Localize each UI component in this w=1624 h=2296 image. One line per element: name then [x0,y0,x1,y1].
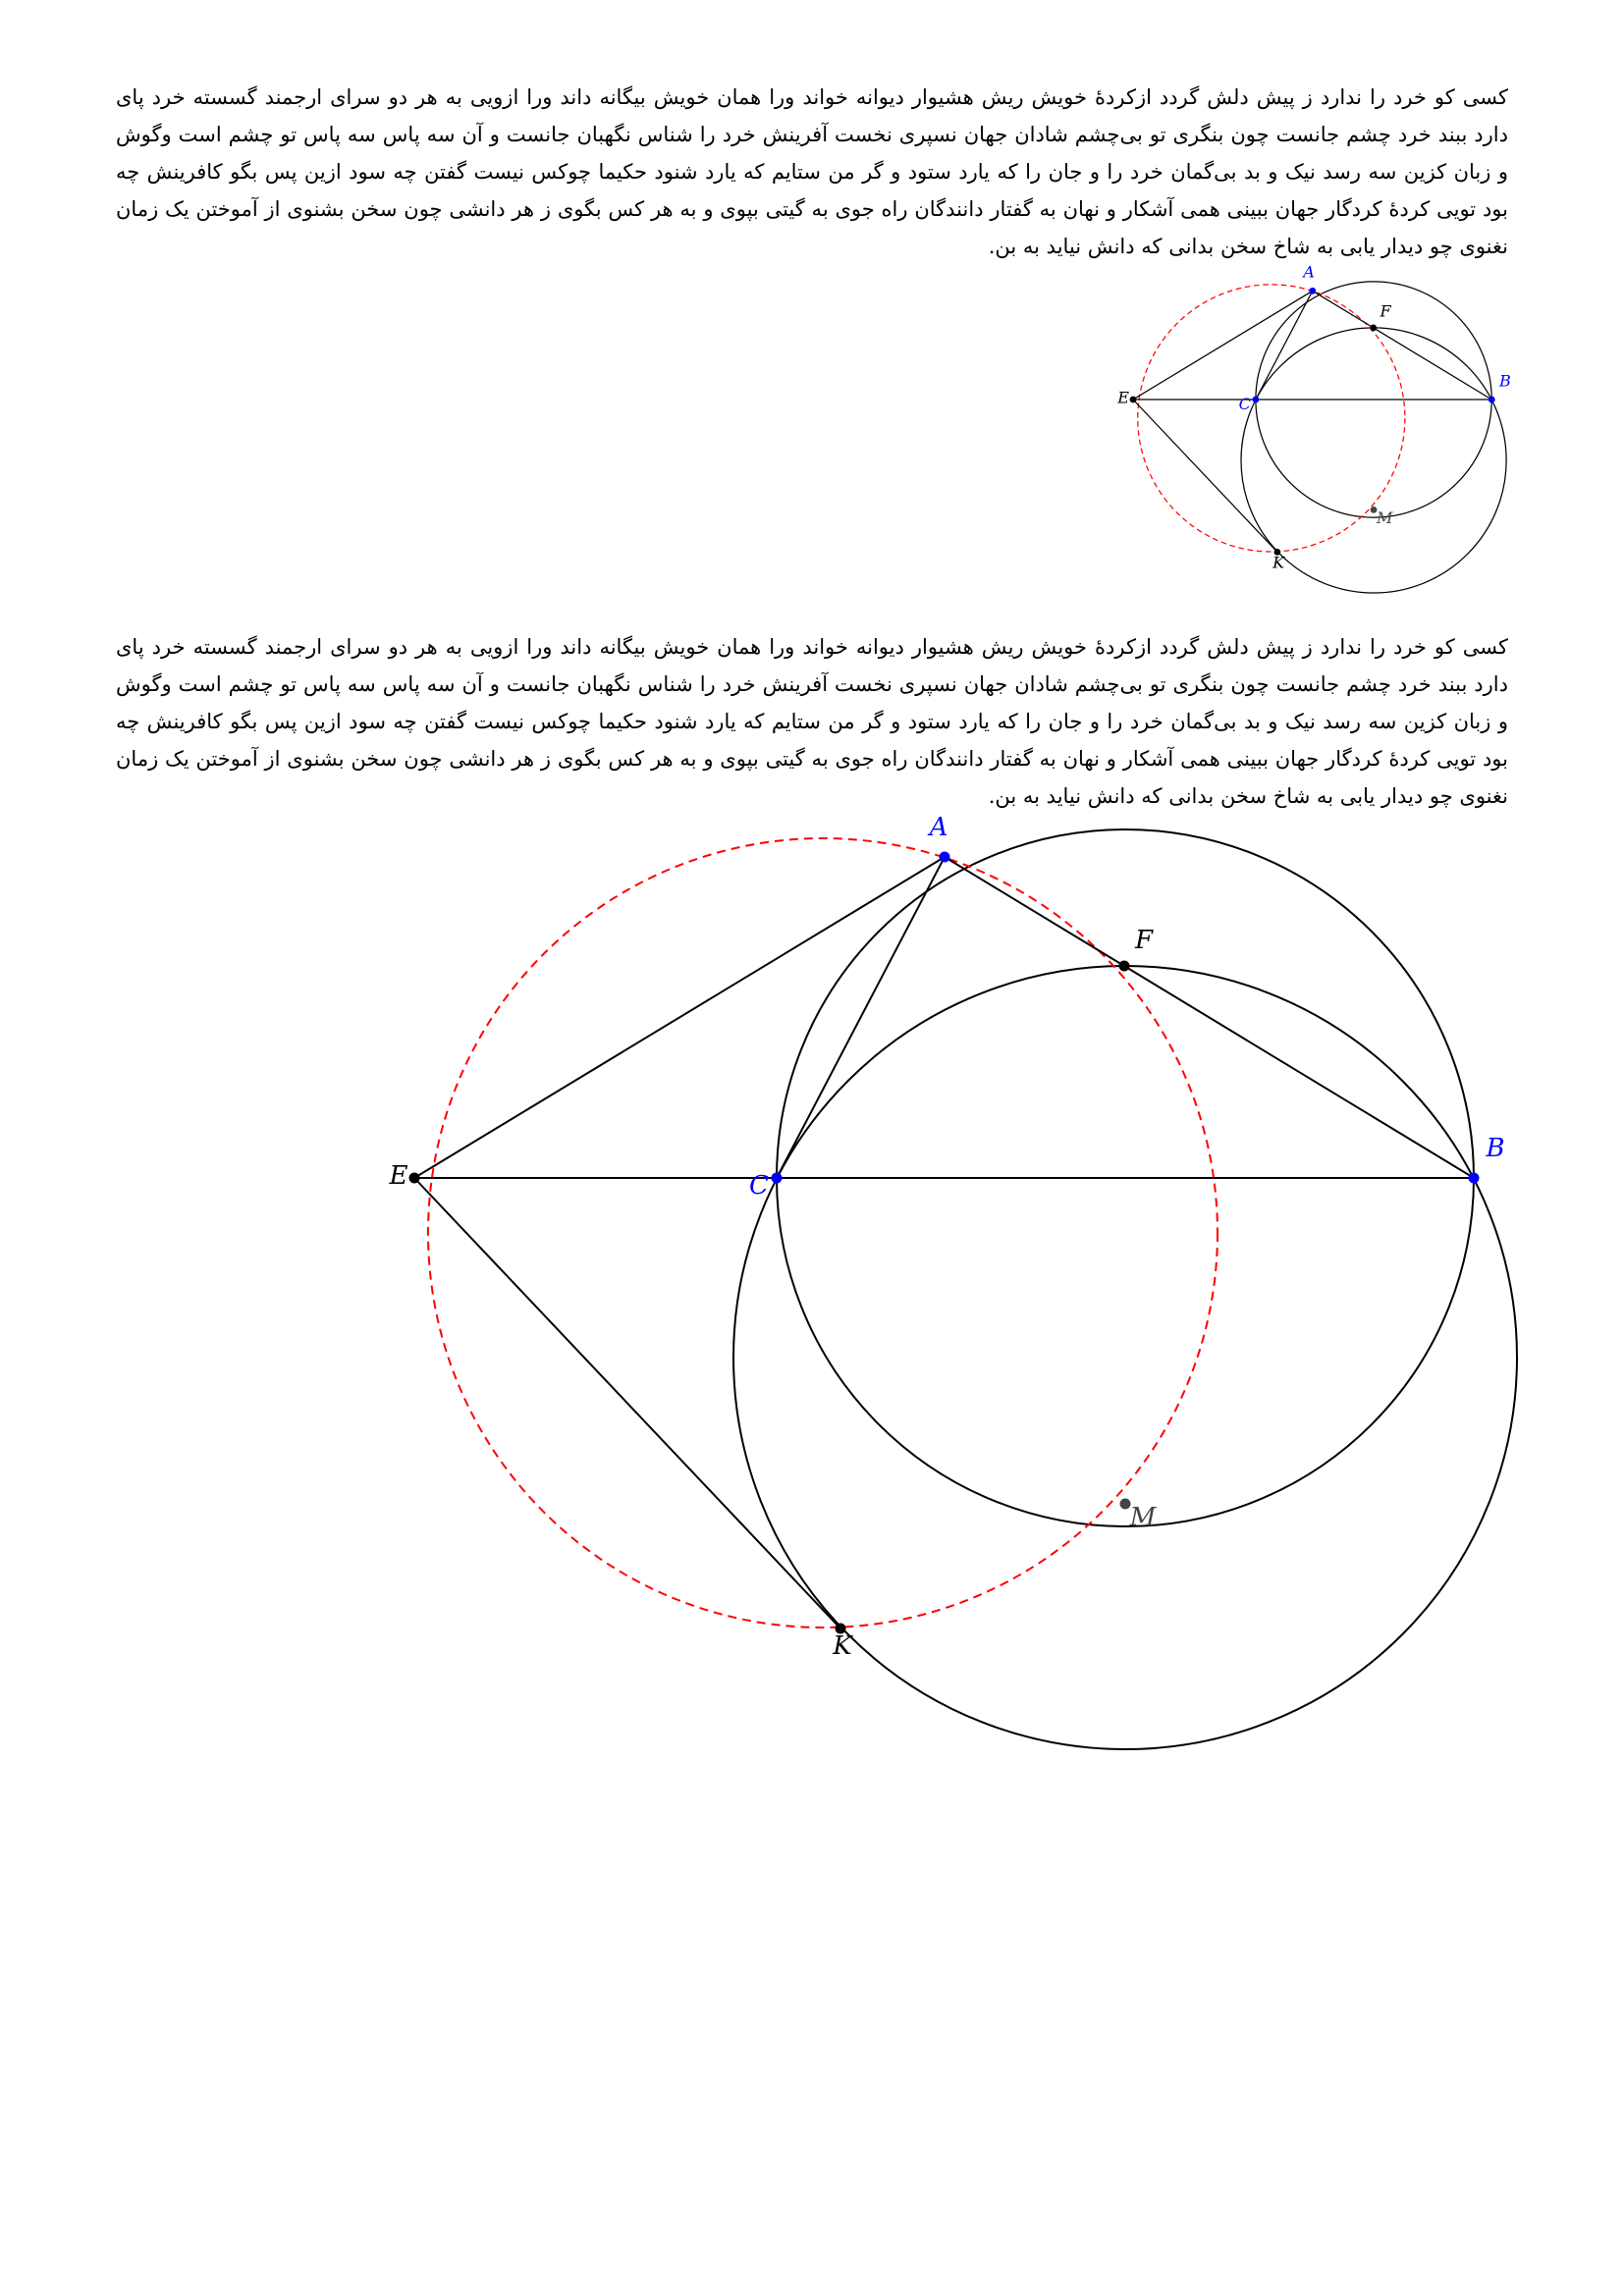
small-label-f: F [1380,301,1391,321]
large-point-f [1119,961,1130,972]
large-segment-ab [945,857,1474,1178]
large-point-a [940,852,950,863]
large-label-k: K [833,1631,852,1661]
large-label-b: B [1486,1134,1505,1163]
large-circle-dashed-red [428,838,1218,1628]
large-label-f: F [1134,926,1154,955]
small-label-b: B [1498,371,1511,391]
large-point-b [1469,1173,1480,1184]
large-segment-ek [414,1178,840,1629]
small-label-e: E [1117,388,1129,407]
large-point-c [772,1173,783,1184]
large-segment-ac [777,857,945,1178]
large-label-m: M [1129,1503,1157,1532]
large-point-e [409,1173,420,1184]
large-segment-ea [414,857,945,1178]
large-label-a: A [929,813,948,842]
small-label-k: K [1272,553,1285,572]
paragraph-2: کسی کو خرد را ندارد ز پیش دلش گردد ازکردهٔ خویش ریش هشیوار دیوانه خواند ورا همان خویش بیگانه داند ورا ازویی به هر دو سرای ارجمند گسسته خرد پای دارد ببند خرد چشم جانست چون بنگری تو بی‌چشم شادان جهان نسپری نخست آفرینش خرد را شناس نگهبان جانست و آن سه پاس سه پاس تو چشم است وگوش و زبان کزین سه رسد نیک و بد بی‌گمان خرد را و جان را که یارد ستود و گر من ستایم که یارد شنود حکیما چوکس نیست گفتن چه سود ازین پس بگو کافرینش چه بود تویی کردهٔ کردگار جهان ببینی همی آشکار و نهان به گفتار دانندگان راه جوی به گیتی بپوی و به هر کس بگوی ز هر دانشی چون سخن بشنوی از آموختن یک زمان نغنوی چو دیدار یابی به شاخ سخن بدانی که دانش نیاید به بن. [116,635,1508,808]
large-label-e: E [389,1161,408,1191]
paragraph-1: کسی کو خرد را ندارد ز پیش دلش گردد ازکردهٔ خویش ریش هشیوار دیوانه خواند ورا همان خویش بیگانه داند ورا ازویی به هر دو سرای ارجمند گسسته خرد پای دارد ببند خرد چشم جانست چون بنگری تو بی‌چشم شادان جهان نسپری نخست آفرینش خرد را شناس نگهبان جانست و آن سه پاس سه پاس تو چشم است وگوش و زبان کزین سه رسد نیک و بد بی‌گمان خرد را و جان را که یارد ستود و گر من ستایم که یارد شنود حکیما چوکس نیست گفتن چه سود ازین پس بگو کافرینش چه بود تویی کردهٔ کردگار جهان ببینی همی آشکار و نهان به گفتار دانندگان راه جوی به گیتی بپوی و به هر کس بگوی ز هر دانشی چون سخن بشنوی از آموختن یک زمان نغنوی چو دیدار یابی به شاخ سخن بدانی که دانش نیاید به بن. [116,85,1508,258]
large-label-c: C [749,1171,769,1201]
small-label-a: A [1303,262,1315,282]
small-label-c: C [1238,394,1251,413]
small-label-m: M [1376,508,1393,528]
